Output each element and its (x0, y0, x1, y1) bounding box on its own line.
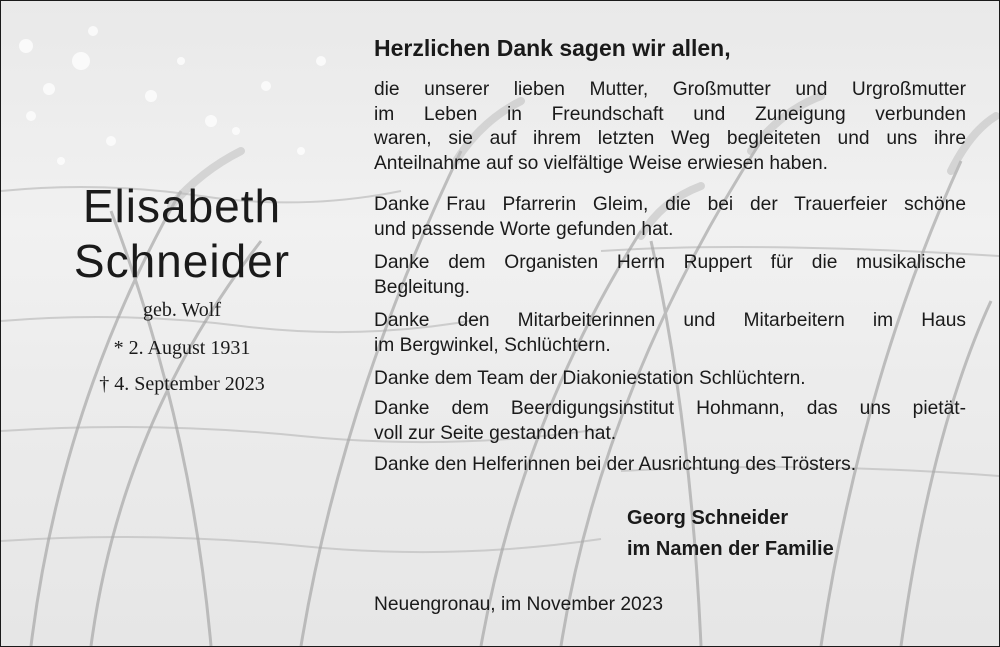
thanks-line: Danke den Mitarbeiterinnen und Mitarbeitern im Haus (374, 310, 966, 331)
signature-name: Georg Schneider (627, 507, 789, 529)
signature-line: im Namen der Familie (627, 538, 834, 560)
thanks-item (374, 193, 966, 242)
thanks-item (374, 251, 966, 300)
deceased-last-name: Schneider (73, 235, 291, 287)
deceased-first-name: Elisabeth (82, 180, 282, 232)
thanks-line: und passende Worte gefunden hat. (374, 218, 674, 240)
thanks-line: im Bergwinkel, Schlüchtern. (374, 334, 611, 356)
thanks-line: Begleitung. (374, 276, 471, 298)
thanks-heading: Herzlichen Dank sagen wir allen, (374, 35, 731, 61)
intro-line: Anteilnahme auf so vielfältige Weise erwiesen haben. (374, 152, 829, 174)
death-date: † 4. September 2023 (99, 373, 265, 395)
maiden-name: geb. Wolf (142, 299, 221, 321)
intro-line: die unserer lieben Mutter, Großmutter und Urgroßmutter (374, 79, 966, 100)
intro-paragraph (374, 78, 966, 176)
thanks-item (374, 309, 966, 358)
intro-line: im Leben in Freundschaft und Zuneigung verbunden (374, 103, 966, 125)
thanks-line: Danke dem Organisten Herrn Ruppert für die musikalische (374, 252, 966, 273)
thanks-item (374, 397, 966, 446)
thanks-item (374, 453, 966, 478)
deceased-info (1, 1, 363, 646)
thanks-line: Danke dem Beerdigungsinstitut Hohmann, das uns pietät- (374, 398, 966, 419)
thanks-line: Danke dem Team der Diakoniestation Schlüchtern. (374, 368, 806, 389)
thanks-line: Danke Frau Pfarrerin Gleim, die bei der Trauerfeier schöne (374, 194, 966, 215)
thanks-line: Danke den Helferinnen bei der Ausrichtung des Trösters. (374, 454, 857, 475)
thanks-line: voll zur Seite gestanden hat. (374, 422, 617, 444)
intro-line: waren, sie auf ihrem letzten Weg begleiteten und uns ihre (374, 128, 966, 149)
place-date: Neuengronau, im November 2023 (374, 594, 664, 615)
birth-date: * 2. August 1931 (113, 337, 251, 359)
thanks-item (374, 367, 966, 392)
